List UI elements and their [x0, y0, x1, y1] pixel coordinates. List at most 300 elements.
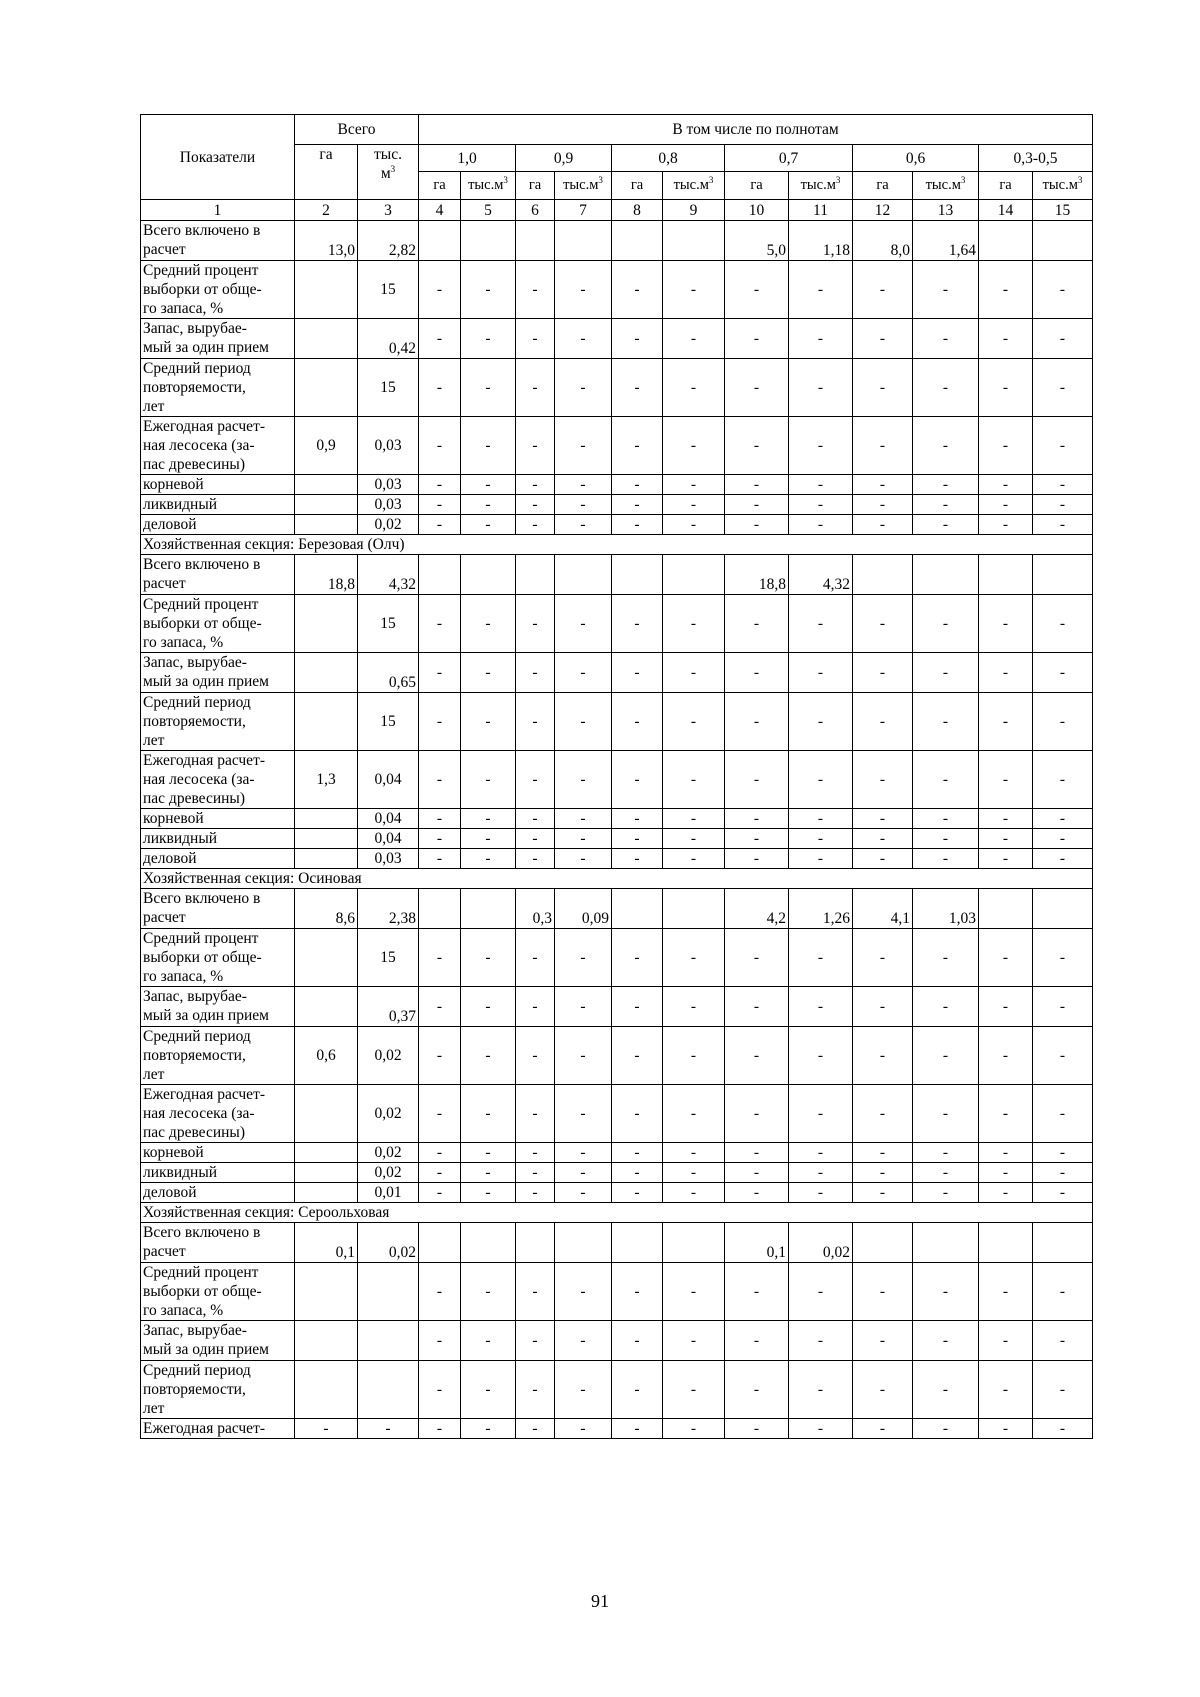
- section-title: Хозяйственная секция: Березовая (Олч): [141, 535, 1093, 555]
- table-cell: -: [419, 1361, 461, 1419]
- table-cell: -: [913, 929, 979, 987]
- table-cell: -: [461, 515, 516, 535]
- table-cell: -: [1033, 1183, 1093, 1203]
- row-label: ликвидный: [141, 495, 295, 515]
- column-number: 2: [295, 200, 358, 221]
- table-cell: -: [725, 1143, 789, 1163]
- header-density-0-9: 0,9: [516, 145, 612, 172]
- table-cell: -: [461, 1183, 516, 1203]
- forest-allowance-table: [140, 114, 1093, 1439]
- table-cell: 0,03: [358, 475, 419, 495]
- row-label: ликвидный: [141, 1163, 295, 1183]
- table-cell: [979, 1223, 1033, 1263]
- header-density-0-6: 0,6: [853, 145, 979, 172]
- table-cell: 2,38: [358, 889, 419, 929]
- table-cell: -: [853, 495, 913, 515]
- table-cell: -: [913, 1419, 979, 1439]
- table-cell: -: [913, 359, 979, 417]
- table-cell: 0,03: [358, 417, 419, 475]
- table-cell: -: [663, 1183, 725, 1203]
- table-cell: -: [516, 751, 555, 809]
- column-number: 11: [789, 200, 853, 221]
- table-cell: -: [913, 809, 979, 829]
- table-cell: -: [913, 1263, 979, 1321]
- table-cell: -: [555, 1263, 612, 1321]
- table-cell: -: [516, 417, 555, 475]
- table-cell: -: [555, 1361, 612, 1419]
- row-label: Ежегодная расчет-: [141, 1419, 295, 1439]
- table-cell: -: [419, 1143, 461, 1163]
- table-cell: -: [555, 417, 612, 475]
- table-cell: -: [612, 829, 663, 849]
- table-cell: -: [725, 929, 789, 987]
- table-cell: -: [461, 693, 516, 751]
- table-cell: -: [979, 359, 1033, 417]
- table-cell: -: [663, 653, 725, 693]
- table-cell: -: [358, 1419, 419, 1439]
- table-cell: -: [612, 495, 663, 515]
- table-cell: -: [516, 1263, 555, 1321]
- table-cell: -: [725, 653, 789, 693]
- table-cell: -: [555, 1163, 612, 1183]
- table-cell: -: [419, 1163, 461, 1183]
- table-cell: -: [725, 1361, 789, 1419]
- table-cell: -: [853, 809, 913, 829]
- table-cell: -: [725, 693, 789, 751]
- table-cell: -: [853, 929, 913, 987]
- table-cell: -: [461, 1027, 516, 1085]
- column-number: 3: [358, 200, 419, 221]
- table-cell: -: [516, 475, 555, 495]
- table-cell: -: [979, 417, 1033, 475]
- table-cell: -: [853, 1419, 913, 1439]
- table-cell: -: [789, 1163, 853, 1183]
- table-cell: -: [516, 829, 555, 849]
- table-cell: -: [725, 319, 789, 359]
- table-cell: -: [663, 417, 725, 475]
- table-cell: -: [555, 1085, 612, 1143]
- table-cell: -: [1033, 1027, 1093, 1085]
- table-cell: [358, 1263, 419, 1321]
- table-cell: [295, 261, 358, 319]
- table-cell: [295, 929, 358, 987]
- table-cell: -: [853, 1027, 913, 1085]
- table-cell: -: [789, 1321, 853, 1361]
- table-cell: -: [461, 829, 516, 849]
- table-row: [141, 889, 1093, 929]
- table-cell: [295, 987, 358, 1027]
- table-cell: 1,18: [789, 221, 853, 261]
- header-density-1-0: 1,0: [419, 145, 516, 172]
- table-cell: -: [555, 1027, 612, 1085]
- table-cell: -: [663, 987, 725, 1027]
- table-row: [141, 809, 1093, 829]
- table-cell: -: [295, 1419, 358, 1439]
- table-cell: -: [853, 261, 913, 319]
- table-cell: -: [555, 987, 612, 1027]
- table-cell: -: [853, 1085, 913, 1143]
- section-title: Хозяйственная секция: Сероольховая: [141, 1203, 1093, 1223]
- table-cell: -: [419, 1085, 461, 1143]
- table-cell: [663, 221, 725, 261]
- table-cell: -: [461, 1085, 516, 1143]
- table-cell: 18,8: [295, 555, 358, 595]
- row-label: Запас, вырубае- мый за один прием: [141, 653, 295, 693]
- table-cell: -: [913, 693, 979, 751]
- table-cell: -: [789, 319, 853, 359]
- table-cell: 0,03: [358, 849, 419, 869]
- table-cell: -: [419, 359, 461, 417]
- table-cell: -: [853, 595, 913, 653]
- table-cell: [295, 1085, 358, 1143]
- table-cell: 1,64: [913, 221, 979, 261]
- table-cell: -: [461, 319, 516, 359]
- header-density-0-8: 0,8: [612, 145, 725, 172]
- table-cell: -: [612, 1143, 663, 1163]
- table-cell: 0,04: [358, 829, 419, 849]
- table-cell: -: [461, 1143, 516, 1163]
- table-cell: -: [725, 809, 789, 829]
- table-cell: 0,02: [358, 1143, 419, 1163]
- table-cell: -: [725, 829, 789, 849]
- table-cell: -: [789, 475, 853, 495]
- table-cell: -: [789, 751, 853, 809]
- table-cell: [1033, 1223, 1093, 1263]
- table-cell: -: [612, 987, 663, 1027]
- table-cell: -: [663, 1263, 725, 1321]
- table-row: [141, 1143, 1093, 1163]
- row-label: Средний процент выборки от обще- го запаса, %: [141, 1263, 295, 1321]
- table-cell: -: [663, 1163, 725, 1183]
- header-unit-thous-m3: $тыс.м^3$: [663, 172, 725, 200]
- table-row: [141, 1027, 1093, 1085]
- table-cell: -: [1033, 1163, 1093, 1183]
- table-cell: -: [555, 809, 612, 829]
- table-cell: [1033, 555, 1093, 595]
- table-cell: -: [461, 653, 516, 693]
- table-row: [141, 515, 1093, 535]
- table-cell: -: [419, 849, 461, 869]
- table-cell: [612, 221, 663, 261]
- table-cell: -: [516, 1163, 555, 1183]
- table-cell: -: [725, 495, 789, 515]
- table-cell: [295, 515, 358, 535]
- header-unit-ha: га: [979, 172, 1033, 200]
- table-cell: -: [419, 1183, 461, 1203]
- table-cell: -: [555, 595, 612, 653]
- table-cell: -: [725, 359, 789, 417]
- table-cell: -: [461, 1263, 516, 1321]
- table-cell: [612, 1223, 663, 1263]
- table-cell: [913, 1223, 979, 1263]
- table-cell: -: [612, 1321, 663, 1361]
- table-cell: 0,02: [358, 1223, 419, 1263]
- header-unit-ha: га: [516, 172, 555, 200]
- header-unit-ha: га: [853, 172, 913, 200]
- table-cell: -: [461, 475, 516, 495]
- table-cell: -: [979, 1027, 1033, 1085]
- section-title: Хозяйственная секция: Осиновая: [141, 869, 1093, 889]
- table-cell: -: [789, 1263, 853, 1321]
- table-cell: -: [789, 1183, 853, 1203]
- column-number: 5: [461, 200, 516, 221]
- table-row: [141, 1223, 1093, 1263]
- table-cell: 8,0: [853, 221, 913, 261]
- table-cell: [979, 221, 1033, 261]
- table-row: [141, 221, 1093, 261]
- table-cell: -: [913, 595, 979, 653]
- table-cell: -: [612, 849, 663, 869]
- table-cell: -: [419, 929, 461, 987]
- table-cell: -: [612, 693, 663, 751]
- table-cell: 15: [358, 261, 419, 319]
- table-cell: -: [725, 1263, 789, 1321]
- table-cell: 1,03: [913, 889, 979, 929]
- table-cell: -: [555, 495, 612, 515]
- table-row: [141, 1183, 1093, 1203]
- table-cell: -: [555, 1419, 612, 1439]
- table-cell: [419, 221, 461, 261]
- table-cell: [358, 1361, 419, 1419]
- table-cell: -: [461, 595, 516, 653]
- table-cell: -: [516, 359, 555, 417]
- table-cell: -: [516, 1419, 555, 1439]
- table-cell: -: [853, 359, 913, 417]
- row-label: деловой: [141, 515, 295, 535]
- table-cell: [419, 1223, 461, 1263]
- table-cell: -: [461, 417, 516, 475]
- page-number: 91: [591, 1591, 609, 1611]
- table-cell: -: [725, 1183, 789, 1203]
- table-cell: -: [555, 1183, 612, 1203]
- table-cell: -: [555, 319, 612, 359]
- table-cell: -: [663, 595, 725, 653]
- table-cell: -: [461, 809, 516, 829]
- table-cell: -: [913, 1143, 979, 1163]
- table-cell: -: [555, 359, 612, 417]
- table-cell: 0,65: [358, 653, 419, 693]
- table-cell: -: [979, 1163, 1033, 1183]
- table-cell: -: [1033, 515, 1093, 535]
- table-row: [141, 595, 1093, 653]
- table-cell: -: [663, 829, 725, 849]
- column-number: 12: [853, 200, 913, 221]
- table-cell: 0,3: [516, 889, 555, 929]
- table-cell: [295, 1321, 358, 1361]
- table-cell: -: [612, 1027, 663, 1085]
- row-label: Всего включено в расчет: [141, 555, 295, 595]
- table-cell: 0,1: [295, 1223, 358, 1263]
- table-row: [141, 987, 1093, 1027]
- table-cell: [295, 653, 358, 693]
- table-cell: -: [555, 475, 612, 495]
- table-cell: 0,04: [358, 751, 419, 809]
- table-cell: -: [461, 987, 516, 1027]
- table-cell: -: [725, 849, 789, 869]
- table-cell: -: [555, 515, 612, 535]
- table-cell: 0,09: [555, 889, 612, 929]
- table-cell: -: [789, 515, 853, 535]
- table-cell: -: [979, 1183, 1033, 1203]
- table-cell: -: [516, 1361, 555, 1419]
- table-row: [141, 495, 1093, 515]
- table-cell: -: [461, 1361, 516, 1419]
- table-cell: -: [612, 1085, 663, 1143]
- row-label: Средний период повторяемости, лет: [141, 1027, 295, 1085]
- table-cell: -: [516, 1321, 555, 1361]
- table-cell: -: [1033, 495, 1093, 515]
- table-cell: -: [725, 1163, 789, 1183]
- table-cell: -: [419, 809, 461, 829]
- row-label: корневой: [141, 475, 295, 495]
- table-cell: -: [516, 495, 555, 515]
- header-unit-thous-m3: $тыс.м^3$: [913, 172, 979, 200]
- table-cell: -: [663, 1085, 725, 1143]
- table-cell: -: [853, 751, 913, 809]
- table-cell: [295, 829, 358, 849]
- table-cell: -: [612, 751, 663, 809]
- table-cell: -: [1033, 261, 1093, 319]
- table-cell: -: [612, 261, 663, 319]
- table-cell: -: [725, 261, 789, 319]
- row-label: Запас, вырубае- мый за один прием: [141, 987, 295, 1027]
- table-cell: 1,3: [295, 751, 358, 809]
- row-label: Всего включено в расчет: [141, 221, 295, 261]
- table-cell: -: [419, 653, 461, 693]
- table-cell: -: [419, 829, 461, 849]
- column-number: 7: [555, 200, 612, 221]
- column-number: 14: [979, 200, 1033, 221]
- table-cell: -: [725, 417, 789, 475]
- table-cell: -: [979, 849, 1033, 869]
- row-label: деловой: [141, 849, 295, 869]
- column-number: 15: [1033, 200, 1093, 221]
- header-unit-thous-m3: $тыс.м^3$: [1033, 172, 1093, 200]
- table-cell: -: [516, 1143, 555, 1163]
- table-cell: -: [789, 595, 853, 653]
- table-cell: [663, 555, 725, 595]
- table-cell: 0,02: [358, 515, 419, 535]
- table-row: [141, 849, 1093, 869]
- table-row: [141, 319, 1093, 359]
- table-cell: -: [853, 1143, 913, 1163]
- table-cell: [295, 495, 358, 515]
- table-cell: -: [789, 809, 853, 829]
- table-cell: -: [419, 475, 461, 495]
- table-cell: -: [1033, 1143, 1093, 1163]
- table-cell: -: [979, 751, 1033, 809]
- table-cell: -: [789, 987, 853, 1027]
- header-total: Всего: [295, 115, 419, 145]
- table-cell: -: [979, 987, 1033, 1027]
- table-cell: 15: [358, 693, 419, 751]
- table-cell: -: [555, 653, 612, 693]
- table-cell: -: [612, 475, 663, 495]
- table-cell: -: [555, 829, 612, 849]
- table-cell: -: [725, 1027, 789, 1085]
- table-cell: -: [789, 829, 853, 849]
- table-cell: -: [979, 829, 1033, 849]
- table-cell: 8,6: [295, 889, 358, 929]
- table-cell: 1,26: [789, 889, 853, 929]
- table-cell: -: [419, 751, 461, 809]
- table-cell: [461, 1223, 516, 1263]
- table-cell: -: [516, 261, 555, 319]
- table-cell: -: [612, 417, 663, 475]
- table-cell: -: [663, 693, 725, 751]
- table-cell: -: [1033, 595, 1093, 653]
- table-cell: -: [913, 829, 979, 849]
- column-number: 13: [913, 200, 979, 221]
- table-cell: -: [979, 595, 1033, 653]
- table-cell: -: [419, 417, 461, 475]
- header-unit-thous-m3: $тыс.м^3$: [789, 172, 853, 200]
- table-row: [141, 417, 1093, 475]
- table-cell: [295, 693, 358, 751]
- table-cell: -: [1033, 319, 1093, 359]
- table-cell: -: [979, 495, 1033, 515]
- table-cell: -: [612, 515, 663, 535]
- table-cell: 15: [358, 359, 419, 417]
- row-label: Средний процент выборки от обще- го запаса, %: [141, 929, 295, 987]
- table-cell: -: [913, 319, 979, 359]
- table-cell: -: [461, 359, 516, 417]
- table-row: [141, 475, 1093, 495]
- table-cell: -: [853, 693, 913, 751]
- table-cell: -: [725, 1321, 789, 1361]
- table-row: [141, 1085, 1093, 1143]
- table-cell: -: [725, 987, 789, 1027]
- table-cell: [461, 221, 516, 261]
- table-row: [141, 261, 1093, 319]
- table-cell: -: [913, 653, 979, 693]
- table-cell: -: [913, 987, 979, 1027]
- table-cell: -: [789, 929, 853, 987]
- table-cell: [516, 1223, 555, 1263]
- table-cell: -: [1033, 829, 1093, 849]
- table-cell: -: [913, 1085, 979, 1143]
- table-cell: -: [663, 475, 725, 495]
- table-cell: [295, 319, 358, 359]
- table-cell: -: [725, 515, 789, 535]
- table-cell: -: [1033, 475, 1093, 495]
- table-cell: 0,04: [358, 809, 419, 829]
- table-cell: -: [789, 261, 853, 319]
- table-cell: [663, 1223, 725, 1263]
- row-label: деловой: [141, 1183, 295, 1203]
- table-cell: -: [419, 515, 461, 535]
- table-cell: [295, 1263, 358, 1321]
- table-cell: -: [461, 261, 516, 319]
- table-cell: [913, 555, 979, 595]
- table-cell: -: [979, 1143, 1033, 1163]
- column-number: 1: [141, 200, 295, 221]
- table-cell: -: [789, 1143, 853, 1163]
- table-cell: -: [612, 595, 663, 653]
- table-cell: -: [612, 359, 663, 417]
- table-cell: -: [979, 319, 1033, 359]
- table-cell: -: [979, 475, 1033, 495]
- table-row: [141, 555, 1093, 595]
- table-cell: 0,02: [358, 1085, 419, 1143]
- table-cell: -: [516, 515, 555, 535]
- table-cell: -: [516, 319, 555, 359]
- table-cell: -: [1033, 849, 1093, 869]
- table-cell: 0,01: [358, 1183, 419, 1203]
- table-cell: -: [612, 1183, 663, 1203]
- table-cell: -: [1033, 987, 1093, 1027]
- table-cell: -: [516, 849, 555, 869]
